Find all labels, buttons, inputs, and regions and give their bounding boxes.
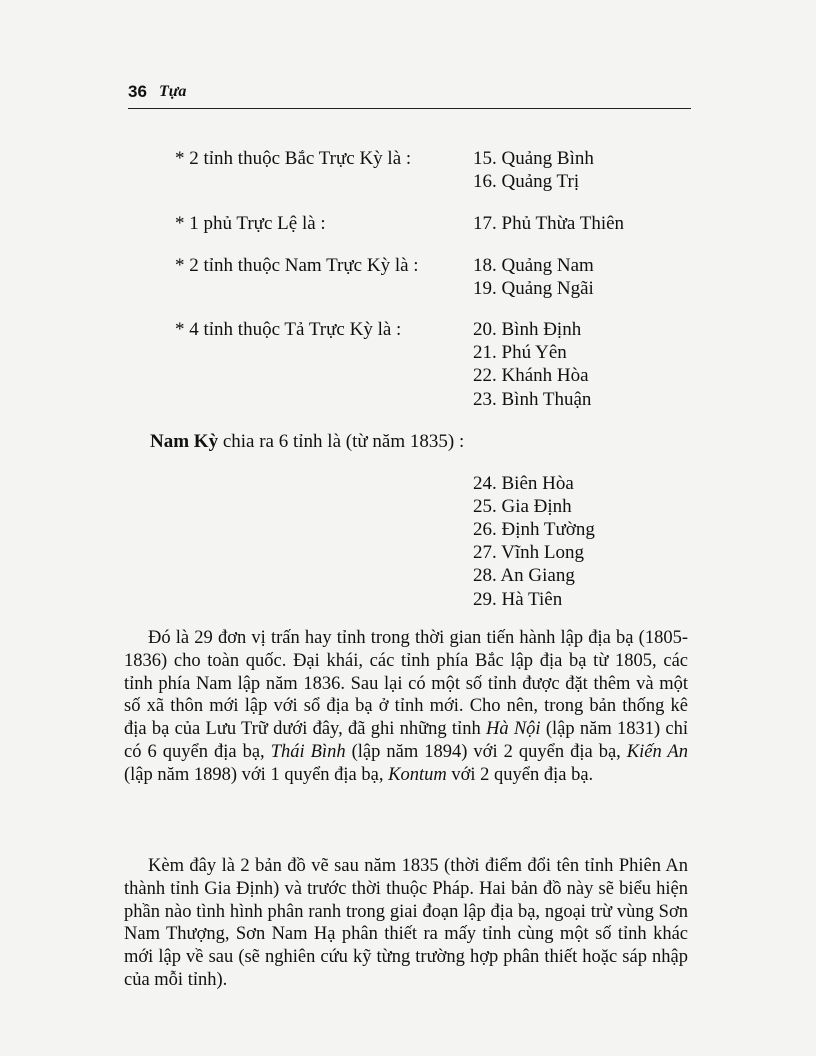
para1-text: với 2 quyển địa bạ.	[446, 764, 594, 785]
group-label: * 2 tỉnh thuộc Bắc Trực Kỳ là :	[175, 148, 412, 169]
para1-text: (lập năm 1898) với 1 quyển địa bạ,	[124, 764, 389, 785]
paragraph-1	[124, 627, 688, 787]
list-item: 29. Hà Tiên	[473, 589, 563, 610]
list-item: 27. Vĩnh Long	[473, 542, 585, 563]
para1-italic: Thái Bình	[270, 741, 346, 762]
page-number: 36	[128, 82, 147, 101]
list-item: 22. Khánh Hòa	[473, 365, 589, 386]
list-item: 20. Bình Định	[473, 319, 582, 340]
list-item: 28. An Giang	[473, 565, 575, 586]
para1-text: (lập năm 1894) với 2 quyển địa bạ,	[345, 741, 627, 762]
list-item: 23. Bình Thuận	[473, 389, 592, 410]
list-item: 26. Định Tường	[473, 519, 595, 540]
para1-text: (lập năm 1831) chỉ có 6 quyển địa bạ,	[124, 719, 689, 762]
nam-ky-heading	[150, 431, 464, 453]
list-item: 17. Phủ Thừa Thiên	[473, 213, 625, 234]
page-header	[128, 80, 691, 109]
running-title: Tựa	[159, 83, 187, 100]
list-item: 21. Phú Yên	[473, 342, 567, 363]
paragraph-2: Kèm đây là 2 bản đồ vẽ sau năm 1835 (thời điểm đổi tên tỉnh Phiên An thành tỉnh Gia Định) và trước thời thuộc Pháp. Hai bản đồ này sẽ biểu hiện phần nào tình hình phân ranh trong giai đoạn lập địa bạ, ngoại trừ vùng Sơn Nam Thượng, Sơn Nam Hạ phân thiết ra mấy tỉnh cùng một số tỉnh khác mới lập về sau (sẽ nghiên cứu kỹ từng trường hợp phân thiết hoặc sáp nhập của mỗi tỉnh).	[124, 856, 688, 990]
list-item: 24. Biên Hòa	[473, 473, 574, 494]
group-label: * 2 tỉnh thuộc Nam Trực Kỳ là :	[175, 255, 419, 276]
list-item: 15. Quảng Bình	[473, 148, 594, 169]
para1-italic: Kiến An	[626, 741, 688, 762]
nam-ky-bold: Nam Kỳ	[150, 431, 219, 452]
list-item: 18. Quảng Nam	[473, 255, 594, 276]
list-item: 16. Quảng Trị	[473, 171, 580, 192]
nam-ky-rest: chia ra 6 tỉnh là (từ năm 1835) :	[218, 431, 465, 452]
group-label: * 4 tỉnh thuộc Tả Trực Kỳ là :	[175, 319, 402, 340]
list-item: 25. Gia Định	[473, 496, 572, 517]
group-label: * 1 phủ Trực Lệ là :	[175, 213, 326, 234]
para1-italic: Kontum	[388, 764, 447, 785]
para1-italic: Hà Nội	[485, 719, 541, 740]
para1-text: Đó là 29 đơn vị trấn hay tỉnh trong thời gian tiến hành lập địa bạ (1805-1836) cho toàn quốc. Đại khái, các tỉnh phía Bắc lập địa bạ từ 1805, các tỉnh phía Nam lập năm 1836. Sau lại có một số tỉnh được đặt thêm và một số xã thôn mới lập với sổ địa bạ ở tỉnh mới. Cho nên, trong bản thống kê địa bạ của Lưu Trữ dưới đây, đã ghi những tỉnh	[124, 628, 688, 740]
list-item: 19. Quảng Ngãi	[473, 278, 594, 299]
